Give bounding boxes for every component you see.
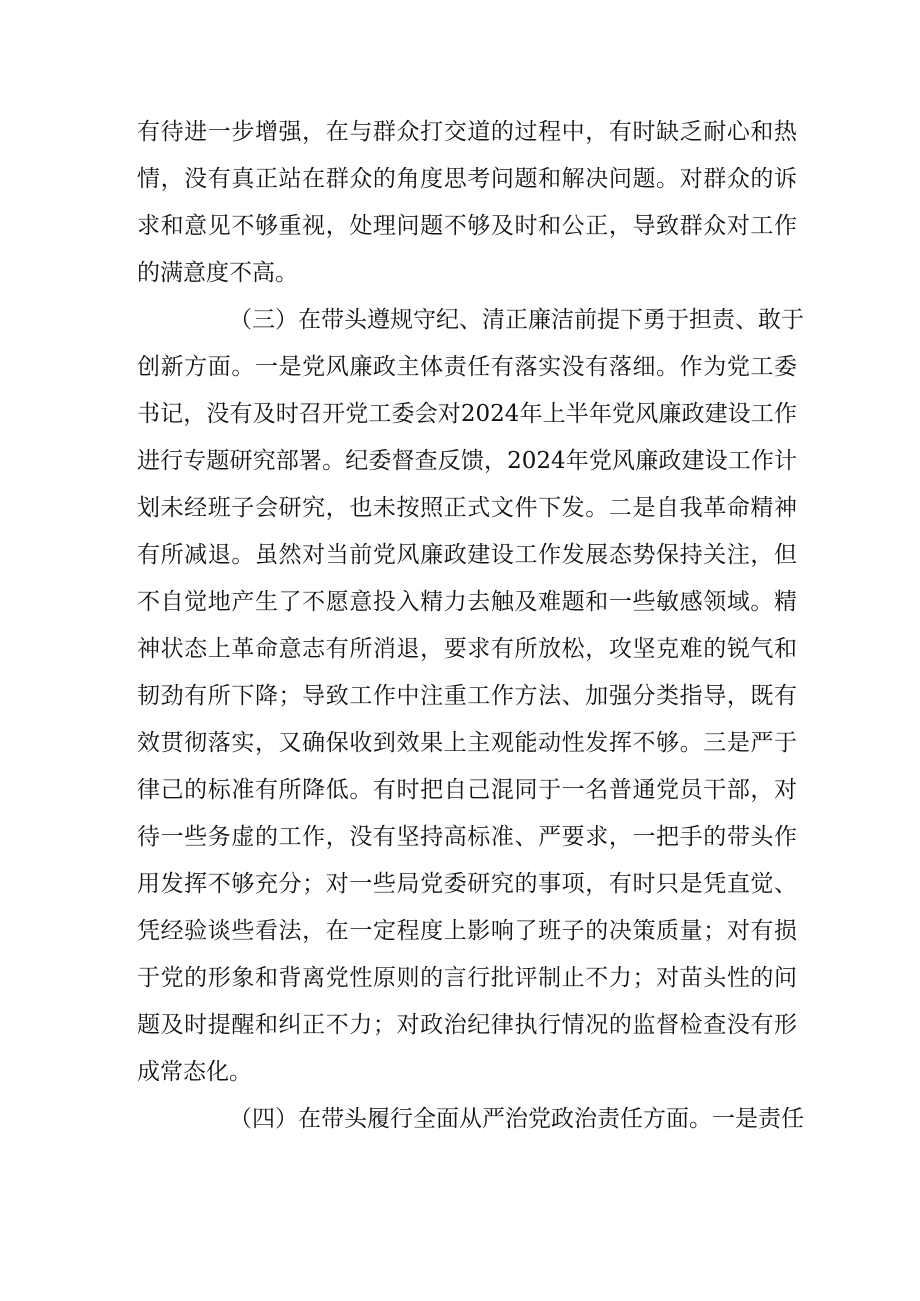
- text-line: 律己的标准有所降低。有时把自己混同于一名普通党员干部，对: [137, 777, 797, 803]
- text-line: 划未经班子会研究，也未按照正式文件下发。二是自我革命精神: [137, 495, 797, 521]
- text-line: 有待进一步增强，在与群众打交道的过程中，有时缺乏耐心和热: [137, 119, 797, 145]
- text-line: 进行专题研究部署。纪委督查反馈，2024年党风廉政建设工作计: [137, 448, 797, 474]
- text-line: 有所减退。虽然对当前党风廉政建设工作发展态势保持关注，但: [137, 542, 797, 568]
- text-line: 的满意度不高。: [137, 260, 298, 286]
- body-text: [137, 109, 804, 1143]
- text-line: 待一些务虚的工作，没有坚持高标准、严要求，一把手的带头作: [137, 824, 797, 850]
- section-heading-line: （四）在带头履行全面从严治党政治责任方面。一是责任: [229, 1106, 804, 1132]
- text-line: 创新方面。一是党风廉政主体责任有落实没有落细。作为党工委: [137, 354, 797, 380]
- text-line: 不自觉地产生了不愿意投入精力去触及难题和一些敏感领域。精: [137, 589, 797, 615]
- text-line: 情，没有真正站在群众的角度思考问题和解决问题。对群众的诉: [137, 166, 797, 192]
- text-line: 神状态上革命意志有所消退，要求有所放松，攻坚克难的锐气和: [137, 636, 797, 662]
- text-line: 于党的形象和背离党性原则的言行批评制止不力；对苗头性的问: [137, 965, 797, 991]
- text-line: 韧劲有所下降；导致工作中注重工作方法、加强分类指导，既有: [137, 683, 797, 709]
- section-heading-line: （三）在带头遵规守纪、清正廉洁前提下勇于担责、敢于: [229, 307, 804, 333]
- text-line: 用发挥不够充分；对一些局党委研究的事项，有时只是凭直觉、: [137, 871, 797, 897]
- text-line: 题及时提醒和纠正不力；对政治纪律执行情况的监督检查没有形: [137, 1012, 797, 1038]
- text-line: 效贯彻落实，又确保收到效果上主观能动性发挥不够。三是严于: [137, 730, 797, 756]
- text-line: 凭经验谈些看法，在一定程度上影响了班子的决策质量；对有损: [137, 918, 797, 944]
- text-line: 成常态化。: [137, 1059, 252, 1085]
- text-line: 求和意见不够重视，处理问题不够及时和公正，导致群众对工作: [137, 213, 797, 239]
- text-line: 书记，没有及时召开党工委会对2024年上半年党风廉政建设工作: [137, 401, 797, 427]
